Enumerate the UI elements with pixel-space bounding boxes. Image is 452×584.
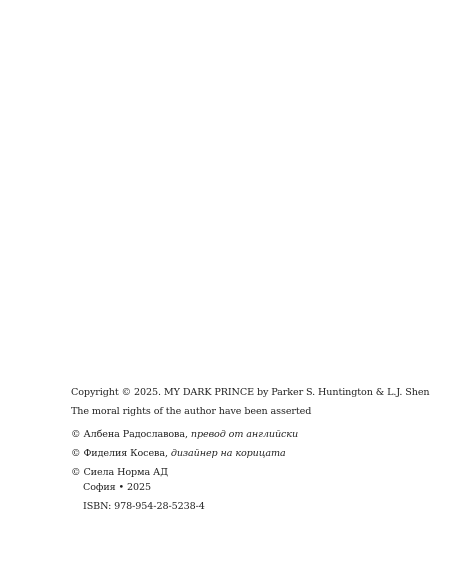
translator-name: © Албена Радославова, bbox=[71, 429, 191, 440]
cover-designer-name: © Фиделия Косева, bbox=[71, 448, 171, 459]
copyright-line: Copyright © 2025. MY DARK PRINCE by Parker S. Huntington & L.J. Shen bbox=[71, 387, 430, 398]
city-year-line: София • 2025 bbox=[83, 482, 152, 493]
cover-designer-role: дизайнер на корицата bbox=[170, 448, 286, 459]
cover-designer-credit bbox=[71, 447, 442, 460]
moral-rights-line: The moral rights of the author have been asserted bbox=[71, 406, 312, 417]
publisher-line: © Сиела Норма АД bbox=[71, 467, 168, 478]
translator-role: превод от английски bbox=[190, 429, 299, 440]
isbn-line: ISBN: 978-954-28-5238-4 bbox=[83, 501, 205, 512]
copyright-block bbox=[71, 386, 442, 513]
translator-credit bbox=[71, 428, 442, 441]
